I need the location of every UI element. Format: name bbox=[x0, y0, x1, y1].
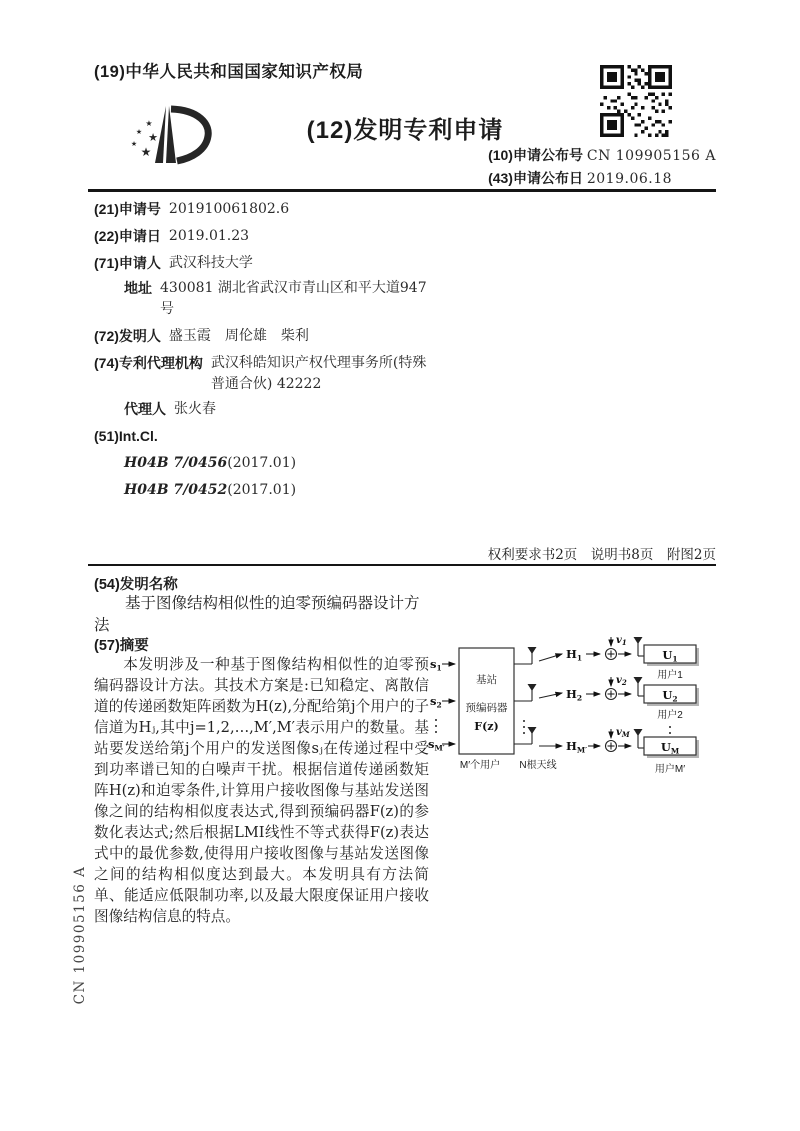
agency-value: 武汉科皓知识产权代理事务所(特殊普通合伙) 42222 bbox=[210, 355, 427, 392]
star-icon: ★ bbox=[135, 129, 143, 136]
channel-label: $H_{M'}$ bbox=[566, 739, 588, 755]
pub-date-label: (43)申请公布日 bbox=[488, 170, 583, 186]
sum-node bbox=[606, 649, 617, 660]
applicant-value: 武汉科技大学 bbox=[168, 255, 253, 271]
channel-arrow bbox=[539, 693, 562, 698]
intcl-code-row bbox=[94, 480, 428, 501]
inventors-row bbox=[94, 326, 428, 347]
invention-title-label: (54)发明名称 bbox=[94, 577, 178, 593]
noise-label: $v_2$ bbox=[616, 675, 627, 687]
sum-node bbox=[606, 741, 617, 752]
applicant-row bbox=[94, 253, 428, 274]
antenna-ellipsis-dots bbox=[523, 720, 525, 734]
input-signal-label: $s_1$ bbox=[430, 657, 442, 673]
star-icon: ★ bbox=[130, 141, 138, 148]
box-label-fz: F(z) bbox=[474, 720, 499, 733]
tx-antenna-icon bbox=[514, 727, 537, 744]
agency-label: (74)专利代理机构 bbox=[94, 355, 203, 371]
channel-label: $H_1$ bbox=[566, 647, 583, 663]
inventors-label: (72)发明人 bbox=[94, 328, 161, 344]
channel-arrow bbox=[539, 654, 562, 661]
system-diagram bbox=[428, 634, 716, 789]
intcl-row bbox=[94, 426, 428, 447]
input-signal-label: $s_{M'}$ bbox=[428, 737, 445, 753]
star-icon: ★ bbox=[148, 132, 158, 144]
vertical-pub-number: CN 109905156 A bbox=[72, 865, 88, 1005]
address-label: 地址 bbox=[124, 280, 152, 296]
filing-date-label: (22)申请日 bbox=[94, 228, 161, 244]
qr-code bbox=[600, 65, 672, 142]
section-divider bbox=[88, 564, 716, 566]
user-label: 用户1 bbox=[657, 670, 683, 681]
application-number-label: (21)申请号 bbox=[94, 201, 161, 217]
filing-date-row bbox=[94, 226, 428, 247]
agent-value: 张火春 bbox=[174, 401, 216, 417]
address-row bbox=[94, 278, 428, 320]
channel-label: $H_2$ bbox=[566, 687, 583, 703]
antenna-count-caption: N根天线 bbox=[519, 760, 557, 771]
box-label-line1: 基站 bbox=[476, 674, 497, 686]
star-icon: ★ bbox=[140, 145, 152, 159]
users-count-caption: M′个用户 bbox=[459, 760, 501, 771]
receiver-label: $U_M$ bbox=[660, 740, 680, 756]
applicant-label: (71)申请人 bbox=[94, 255, 161, 271]
tx-antenna-icon bbox=[514, 684, 537, 701]
input-signal-label: $s_2$ bbox=[430, 694, 442, 710]
application-number-value: 201910061802.6 bbox=[168, 201, 290, 217]
intcl-code: H04B 7/0456 bbox=[124, 455, 228, 471]
invention-title: 基于图像结构相似性的迫零预编码器设计方法 bbox=[94, 594, 420, 634]
rx-antenna-icon bbox=[634, 637, 645, 656]
pub-date-value: 2019.06.18 bbox=[586, 171, 673, 187]
pub-number-value: CN 109905156 A bbox=[586, 148, 716, 164]
noise-label: $v_1$ bbox=[616, 635, 627, 647]
intcl-version: (2017.01) bbox=[227, 455, 297, 471]
inventors-value: 盛玉霞 周伦雄 柴利 bbox=[168, 328, 309, 344]
abstract-label: (57)摘要 bbox=[94, 638, 149, 654]
intcl-code: H04B 7/0452 bbox=[124, 482, 228, 498]
base-station-precoder-box bbox=[459, 648, 514, 754]
header-divider bbox=[88, 189, 716, 192]
cnipa-logo-icon bbox=[113, 101, 225, 176]
abstract-text: 本发明涉及一种基于图像结构相似性的迫零预编码器设计方法。其技术方案是:已知稳定、离散信道的传递函数矩阵函数为H(z),分配给第j个用户的子信道为Hⱼ,其中j=1,2,…,M′,M′表示用户的数量。基站要发送给第j个用户的发送图像sⱼ在传递过程中受到功率谱已知的白噪声干扰。根据信道传递函数矩阵H(z)和迫零条件,计算用户接收图像与基站发送图像之间的结构相似度表达式,得到预编码器F(z)的参数化表达式;然后根据LMI线性不等式获得F(z)表达式中的最优参数,使得用户接收图像与基站发送图像之间的结构相似度达到最大。本发明具有方法简单、能适应低限制功率,以及最大限度保证用户接收图像结构信息的特点。 bbox=[94, 656, 429, 925]
page-count-summary: 权利要求书2页 说明书8页 附图2页 bbox=[487, 547, 716, 563]
tx-antenna-icon bbox=[514, 647, 537, 664]
intcl-code-row bbox=[94, 453, 428, 474]
agency-row bbox=[94, 353, 428, 395]
user-label: 用户M′ bbox=[654, 764, 686, 775]
receiver-label: $U_2$ bbox=[662, 688, 678, 704]
office-title: (19)中华人民共和国国家知识产权局 bbox=[94, 63, 364, 81]
bibliography bbox=[94, 199, 428, 507]
rx-antenna-icon bbox=[634, 729, 645, 748]
doc-type-title: (12)发明专利申请 bbox=[306, 117, 504, 144]
user-label: 用户2 bbox=[657, 710, 683, 721]
star-icon: ★ bbox=[145, 119, 153, 128]
intcl-version: (2017.01) bbox=[227, 482, 297, 498]
sum-node bbox=[606, 689, 617, 700]
input-ellipsis-dots bbox=[435, 719, 437, 733]
box-label-line2: 预编码器 bbox=[465, 702, 508, 714]
noise-label: $v_M$ bbox=[616, 727, 630, 739]
address-value: 430081 湖北省武汉市青山区和平大道947号 bbox=[160, 280, 427, 317]
publication-block bbox=[488, 144, 716, 190]
application-number-row bbox=[94, 199, 428, 220]
filing-date-value: 2019.01.23 bbox=[168, 228, 250, 244]
receiver-label: $U_1$ bbox=[662, 648, 678, 664]
intcl-label: (51)Int.Cl. bbox=[94, 428, 158, 444]
rx-antenna-icon bbox=[634, 677, 645, 696]
agent-label: 代理人 bbox=[124, 401, 166, 417]
pub-number-label: (10)申请公布号 bbox=[488, 147, 583, 163]
agent-row bbox=[94, 399, 428, 420]
